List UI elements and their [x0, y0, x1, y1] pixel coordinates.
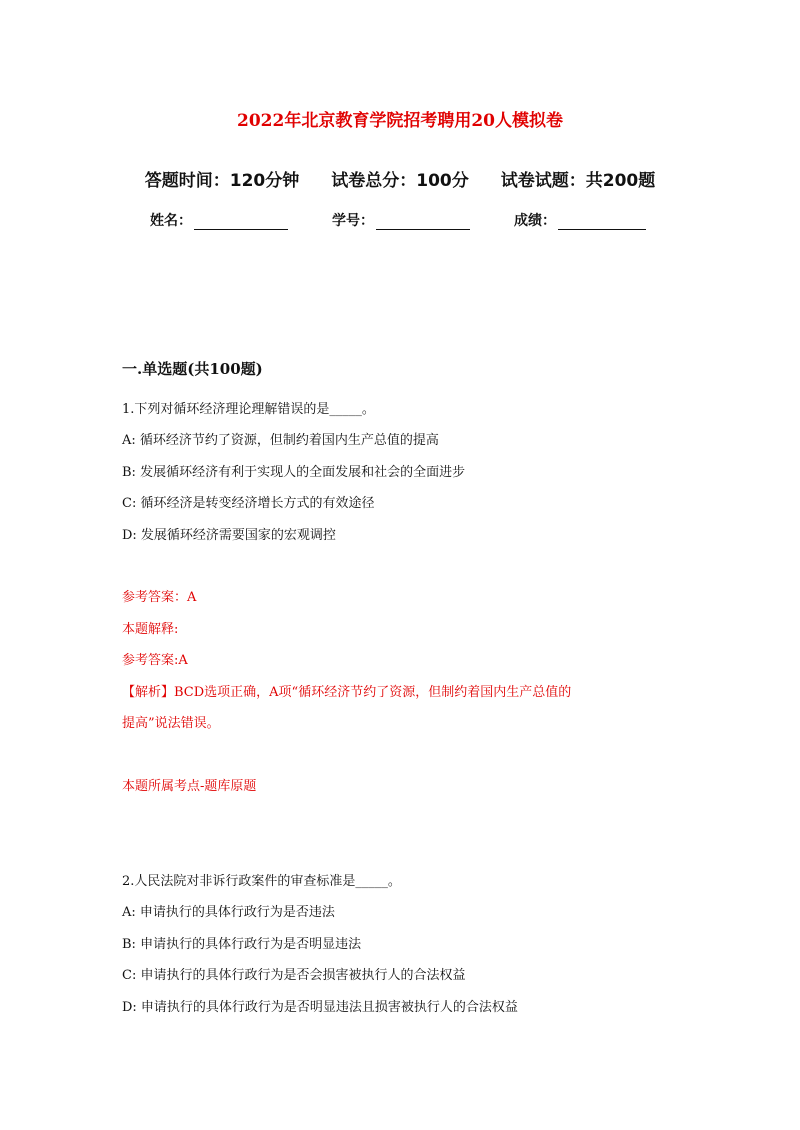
name-field: [150, 210, 288, 230]
name-blank: [194, 213, 288, 230]
question-1-topic: 本题所属考点-题库原题: [122, 779, 257, 794]
exam-info-row: [0, 166, 800, 191]
question-2-option-d: D: 申请执行的具体行政行为是否明显违法且损害被执行人的合法权益: [122, 1000, 518, 1015]
exam-question-count: 试卷试题：共200题: [500, 171, 656, 191]
question-1-option-a: A: 循环经济节约了资源，但制约着国内生产总值的提高: [122, 433, 439, 448]
grade-label: 成绩：: [514, 213, 556, 229]
question-2-option-b: B: 申请执行的具体行政行为是否明显违法: [122, 937, 362, 952]
question-1-stem: 1.下列对循环经济理论理解错误的是_____。: [122, 402, 375, 417]
question-1-option-c: C: 循环经济是转变经济增长方式的有效途径: [122, 496, 375, 511]
question-1-analysis-line-1: 【解析】BCD选项正确，A项“循环经济节约了资源，但制约着国内生产总值的: [122, 685, 572, 700]
section-title: 一.单选题(共100题): [122, 360, 263, 378]
student-id-blank: [376, 213, 470, 230]
question-1-answer: 参考答案：A: [122, 590, 197, 605]
exam-title: 2022年北京教育学院招考聘用20人模拟卷: [237, 111, 563, 131]
student-fill-row: [150, 210, 646, 230]
name-label: 姓名：: [150, 213, 192, 229]
question-1-explain-label: 本题解释:: [122, 622, 179, 637]
grade-field: [514, 210, 646, 230]
question-1-analysis-line-2: 提高”说法错误。: [122, 716, 220, 731]
student-id-label: 学号：: [332, 213, 374, 229]
question-1-option-d: D: 发展循环经济需要国家的宏观调控: [122, 528, 336, 543]
question-1-answer-repeat: 参考答案:A: [122, 653, 188, 668]
question-2-option-c: C: 申请执行的具体行政行为是否会损害被执行人的合法权益: [122, 968, 466, 983]
student-id-field: [332, 210, 470, 230]
question-1-option-b: B: 发展循环经济有利于实现人的全面发展和社会的全面进步: [122, 465, 466, 480]
grade-blank: [558, 213, 646, 230]
question-2-option-a: A: 申请执行的具体行政行为是否违法: [122, 905, 335, 920]
exam-time: 答题时间：120分钟: [144, 171, 300, 191]
question-2-stem: 2.人民法院对非诉行政案件的审查标准是_____。: [122, 874, 401, 889]
exam-total-score: 试卷总分：100分: [331, 171, 469, 191]
